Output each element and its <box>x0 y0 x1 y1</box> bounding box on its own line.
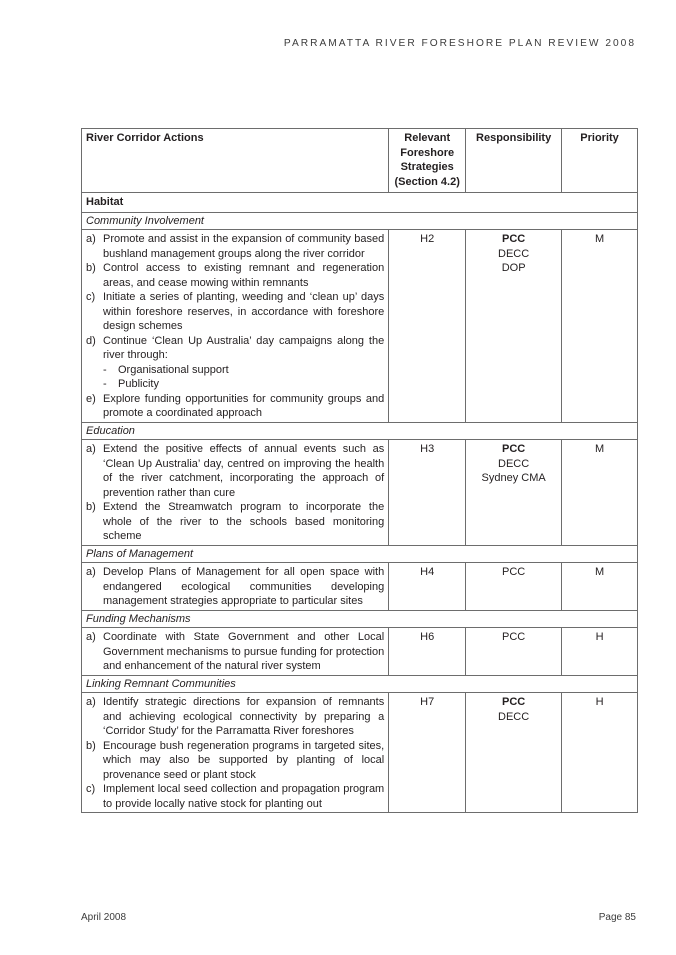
item-text: Initiate a series of planting, weeding and ‘clean up’ days within foreshore reserves, in accordance with foreshore design schemes <box>103 291 385 332</box>
item-text: Extend the positive effects of annual events such as ‘Clean Up Australia’ day, centred on improving the health of the river catchment, incorporating the approach of prevention rather than cure <box>103 443 385 499</box>
item-label: e) <box>86 392 96 405</box>
responsibility-lead: PCC <box>502 443 526 455</box>
table-header-row <box>82 129 638 193</box>
item-text: Develop Plans of Management for all open space with endangered ecological communities developing management strategies appropriate to particular sites <box>103 566 385 607</box>
priority-cell: M <box>562 440 638 546</box>
item-text: Identify strategic directions for expansion of remnants and achieving ecological connectivity by preparing a ‘Corridor Study’ for the Parramatta River foreshores <box>103 696 385 737</box>
page-number: Page 85 <box>598 912 636 923</box>
item-text: Promote and assist in the expansion of community based bushland management groups along the river corridor <box>103 233 385 260</box>
responsibility-cell <box>466 230 562 423</box>
item-label: a) <box>86 696 96 708</box>
sub-list-item <box>86 377 384 392</box>
table-row <box>82 628 638 676</box>
river-corridor-actions-table <box>81 128 638 813</box>
responsibility-cell <box>466 563 562 611</box>
list-item <box>86 290 384 334</box>
strategy-cell: H6 <box>389 628 466 676</box>
subsection-title: Linking Remnant Communities <box>82 675 638 693</box>
actions-cell <box>82 693 389 813</box>
responsibility-other: DECC <box>498 247 530 260</box>
list-item <box>86 442 384 500</box>
list-item <box>86 232 384 261</box>
subsection-row <box>82 675 638 693</box>
subsection-row <box>82 545 638 563</box>
column-header-strategies: Relevant Foreshore Strategies (Section 4.2) <box>389 129 466 193</box>
responsibility-other: Sydney CMA <box>481 472 546 484</box>
priority-cell: H <box>562 628 638 676</box>
section-row <box>82 193 638 213</box>
item-text: Encourage bush regeneration programs in targeted sites, which may also be supported by planting of local provenance seed or plant stock <box>103 739 385 781</box>
subsection-row <box>82 422 638 440</box>
table-row <box>82 440 638 546</box>
page-header: PARRAMATTA RIVER FORESHORE PLAN REVIEW 2008 <box>283 38 636 49</box>
strategy-cell: H2 <box>389 230 466 423</box>
subsection-title: Community Involvement <box>82 212 638 230</box>
list-item <box>86 261 384 290</box>
subsection-title: Plans of Management <box>82 545 638 563</box>
column-header-priority: Priority <box>562 129 638 193</box>
sub-item-text: Organisational support <box>118 363 229 376</box>
item-label: a) <box>86 631 96 643</box>
actions-cell <box>82 563 389 611</box>
priority-cell: H <box>562 693 638 813</box>
item-label: b) <box>86 262 96 274</box>
list-item <box>86 630 384 674</box>
list-item <box>86 565 384 609</box>
item-text: Coordinate with State Government and other Local Government mechanisms to pursue funding for protection and enhancement of the natural river system <box>103 631 385 672</box>
list-item <box>86 392 384 421</box>
priority-cell: M <box>562 230 638 423</box>
responsibility-other: PCC <box>502 566 526 578</box>
dash-bullet: - <box>103 363 107 376</box>
item-text: Explore funding opportunities for community groups and promote a coordinated approach <box>103 392 385 419</box>
list-item <box>86 695 384 739</box>
item-label: c) <box>86 783 96 795</box>
item-label: a) <box>86 233 96 245</box>
column-header-responsibility: Responsibility <box>466 129 562 193</box>
item-label: b) <box>86 501 96 513</box>
item-label: a) <box>86 566 96 578</box>
item-label: b) <box>86 739 96 752</box>
subsection-title: Education <box>82 422 638 440</box>
list-item <box>86 334 384 363</box>
list-item <box>86 500 384 544</box>
actions-cell <box>82 440 389 546</box>
item-text: Continue ‘Clean Up Australia’ day campaigns along the river through: <box>103 334 385 361</box>
strategy-cell: H4 <box>389 563 466 611</box>
item-label: d) <box>86 334 96 347</box>
sub-list-item <box>86 363 384 378</box>
list-item <box>86 739 384 783</box>
item-text: Control access to existing remnant and regeneration areas, and cease mowing within remnants <box>103 262 385 289</box>
responsibility-lead: PCC <box>502 696 526 708</box>
responsibility-other: PCC <box>502 631 526 643</box>
responsibility-lead: PCC <box>502 233 526 245</box>
column-header-actions: River Corridor Actions <box>82 129 389 193</box>
list-item <box>86 782 384 811</box>
sub-item-text: Publicity <box>118 378 159 390</box>
responsibility-other: DECC <box>498 710 530 723</box>
actions-cell <box>82 628 389 676</box>
actions-cell <box>82 230 389 423</box>
responsibility-other: DECC <box>498 457 530 470</box>
item-label: c) <box>86 291 96 303</box>
footer-date: April 2008 <box>81 912 127 923</box>
item-text: Extend the Streamwatch program to incorporate the whole of the river to the schools based monitoring scheme <box>103 501 385 542</box>
subsection-row <box>82 212 638 230</box>
subsection-row <box>82 610 638 628</box>
strategy-cell: H3 <box>389 440 466 546</box>
responsibility-other: DOP <box>501 262 526 274</box>
responsibility-cell <box>466 628 562 676</box>
responsibility-cell <box>466 693 562 813</box>
responsibility-cell <box>466 440 562 546</box>
section-title: Habitat <box>82 193 638 213</box>
subsection-title: Funding Mechanisms <box>82 610 638 628</box>
item-label: a) <box>86 443 96 455</box>
table-row <box>82 693 638 813</box>
item-text: Implement local seed collection and propagation program to provide locally native stock for planting out <box>103 783 385 810</box>
table-row <box>82 230 638 423</box>
table-row <box>82 563 638 611</box>
strategy-cell: H7 <box>389 693 466 813</box>
dash-bullet: - <box>103 378 107 390</box>
priority-cell: M <box>562 563 638 611</box>
